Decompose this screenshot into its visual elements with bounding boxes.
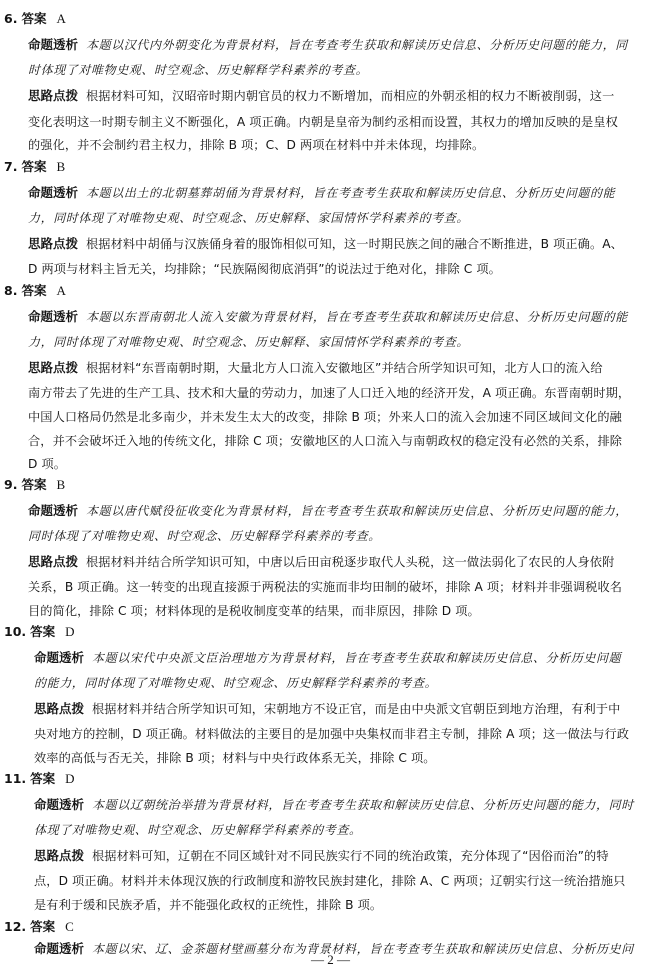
answer-label: 答案 [21,283,47,298]
hint-line: 效率的高低与否无关，排除 B 项；材料与中央行政体系无关，排除 C 项。 [34,751,436,765]
answer-label: 答案 [21,159,47,174]
page-number: — 2 — [311,952,350,967]
hint-label: 思路点拨 [28,554,79,569]
answer-label: 答案 [21,11,47,26]
hint-line: 是有利于缓和民族矛盾，并不能强化政权的正统性，排除 B 项。 [34,898,383,912]
hint-label: 思路点拨 [28,236,79,251]
question-number: 10. [4,624,27,639]
analysis-line: 命题透析 本题以辽朝统治举措为背景材料，旨在考查考生获取和解读历史信息、分析历史问题的能力，同时 [34,797,634,812]
hint-line: 思路点拨 根据材料并结合所学知识可知，中唐以后田亩税逐步取代人头税，这一做法弱化了农民的人身依附 [28,554,615,569]
hint-line: 思路点拨 根据材料可知，辽朝在不同区域针对不同民族实行不同的统治政策，充分体现了“因俗而治”的特 [34,848,609,863]
analysis-line: 命题透析 本题以唐代赋役征收变化为背景材料，旨在考查考生获取和解读历史信息、分析历史问题的能力， [28,503,628,518]
hint-line: 的强化，并不会制约君主权力，排除 B 项；C、D 两项在材料中并未体现，均排除。 [28,138,485,152]
question-number: 8. [4,283,18,298]
analysis-line: 命题透析 本题以出土的北朝墓葬胡俑为背景材料，旨在考查考生获取和解读历史信息、分析历史问题的能 [28,185,616,200]
hint-line: 思路点拨 根据材料“东晋南朝时期，大量北方人口流入安徽地区”并结合所学知识可知，北方人口的流入给 [28,360,603,375]
analysis-label: 命题透析 [34,650,85,665]
answer-letter: B [56,159,66,174]
analysis-line: 命题透析 本题以东晋南朝北人流入安徽为背景材料，旨在考查考生获取和解读历史信息、分析历史问题的能 [28,309,628,324]
answer-heading [4,624,75,640]
hint-line: 思路点拨 根据材料可知，汉昭帝时期内朝官员的权力不断增加，而相应的外朝丞相的权力不断被削弱，这一 [28,88,615,103]
answer-letter: A [56,283,66,298]
analysis-line: 同时体现了对唯物史观、时空观念、历史解释学科素养的考查。 [28,529,381,543]
hint-label: 思路点拨 [28,360,79,375]
analysis-line: 力，同时体现了对唯物史观、时空观念、历史解释、家国情怀学科素养的考查。 [28,211,470,225]
answer-letter: C [65,919,74,934]
hint-label: 思路点拨 [28,88,79,103]
question-number: 9. [4,477,18,492]
answer-heading [4,477,65,493]
analysis-line: 体现了对唯物史观、时空观念、历史解释学科素养的考查。 [34,823,362,837]
answer-heading [4,11,66,27]
analysis-label: 命题透析 [28,37,79,52]
hint-line: 合，并不会破坏迁入地的传统文化，排除 C 项；安徽地区的人口流入与南朝政权的稳定没有必然的关系，排除 [28,434,623,448]
answer-heading [4,283,66,299]
answer-letter: A [56,11,66,26]
analysis-label: 命题透析 [34,797,85,812]
hint-line: 点，D 项正确。材料并未体现汉族的行政制度和游牧民族封建化，排除 A、C 两项；辽朝实行这一统治措施只 [34,874,626,888]
answer-heading [4,159,65,175]
hint-label: 思路点拨 [34,701,85,716]
analysis-line: 时体现了对唯物史观、时空观念、历史解释学科素养的考查。 [28,63,369,77]
hint-line: 南方带去了先进的生产工具、技术和大量的劳动力，加速了人口迁入地的经济开发，A 项正确。东晋南朝时期， [28,386,631,400]
analysis-line: 命题透析 本题以汉代内外朝变化为背景材料，旨在考查考生获取和解读历史信息、分析历史问题的能力，同 [28,37,628,52]
question-number: 11. [4,771,27,786]
answer-label: 答案 [30,771,56,786]
hint-line: 央对地方的控制，D 项正确。材料做法的主要目的是加强中央集权而非君主专制，排除 A 项；这一做法与行政 [34,727,630,741]
hint-line: 变化表明这一时期专制主义不断强化，A 项正确。内朝是皇帝为制约丞相而设置，其权力的增加反映的是皇权 [28,115,618,129]
answer-label: 答案 [21,477,47,492]
hint-line: D 项。 [28,457,67,471]
analysis-label: 命题透析 [28,309,79,324]
answer-heading [4,771,75,787]
answer-label: 答案 [30,919,56,934]
analysis-label: 命题透析 [28,185,79,200]
answer-letter: D [65,624,75,639]
answer-heading [4,919,74,935]
answer-label: 答案 [30,624,56,639]
hint-label: 思路点拨 [34,848,85,863]
question-number: 7. [4,159,18,174]
hint-line: 思路点拨 根据材料并结合所学知识可知，宋朝地方不设正官，而是由中央派文官朝臣到地方治理，有利于中 [34,701,621,716]
analysis-label: 命题透析 [28,503,79,518]
answer-letter: B [56,477,66,492]
analysis-label: 命题透析 [34,941,85,956]
question-number: 12. [4,919,27,934]
question-number: 6. [4,11,18,26]
hint-line: 目的简化，排除 C 项；材料体现的是税收制度变革的结果，而非原因，排除 D 项。 [28,604,480,618]
analysis-line: 命题透析 本题以宋代中央派文臣治理地方为背景材料，旨在考查考生获取和解读历史信息、分析历史问题 [34,650,622,665]
hint-line: 思路点拨 根据材料中胡俑与汉族俑身着的服饰相似可知，这一时期民族之间的融合不断推进，B 项正确。A、 [28,236,623,251]
analysis-line: 命题透析 本题以宋、辽、金茶题材壁画墓分布为背景材料，旨在考查考生获取和解读历史信息、分析历史问 [34,941,634,956]
hint-line: D 两项与材料主旨无关，均排除；“民族隔阂彻底消弭”的说法过于绝对化，排除 C 项。 [28,262,501,276]
hint-line: 关系，B 项正确。这一转变的出现直接源于两税法的实施而非均田制的破坏，排除 A 项；材料并非强调税收名 [28,580,623,594]
hint-line: 中国人口格局仍然是北多南少，并未发生太大的改变，排除 B 项；外来人口的流入会加速不同区域间文化的融 [28,410,622,424]
analysis-line: 的能力，同时体现了对唯物史观、时空观念、历史解释学科素养的考查。 [34,676,438,690]
analysis-line: 力，同时体现了对唯物史观、时空观念、历史解释、家国情怀学科素养的考查。 [28,335,470,349]
answer-letter: D [65,771,75,786]
